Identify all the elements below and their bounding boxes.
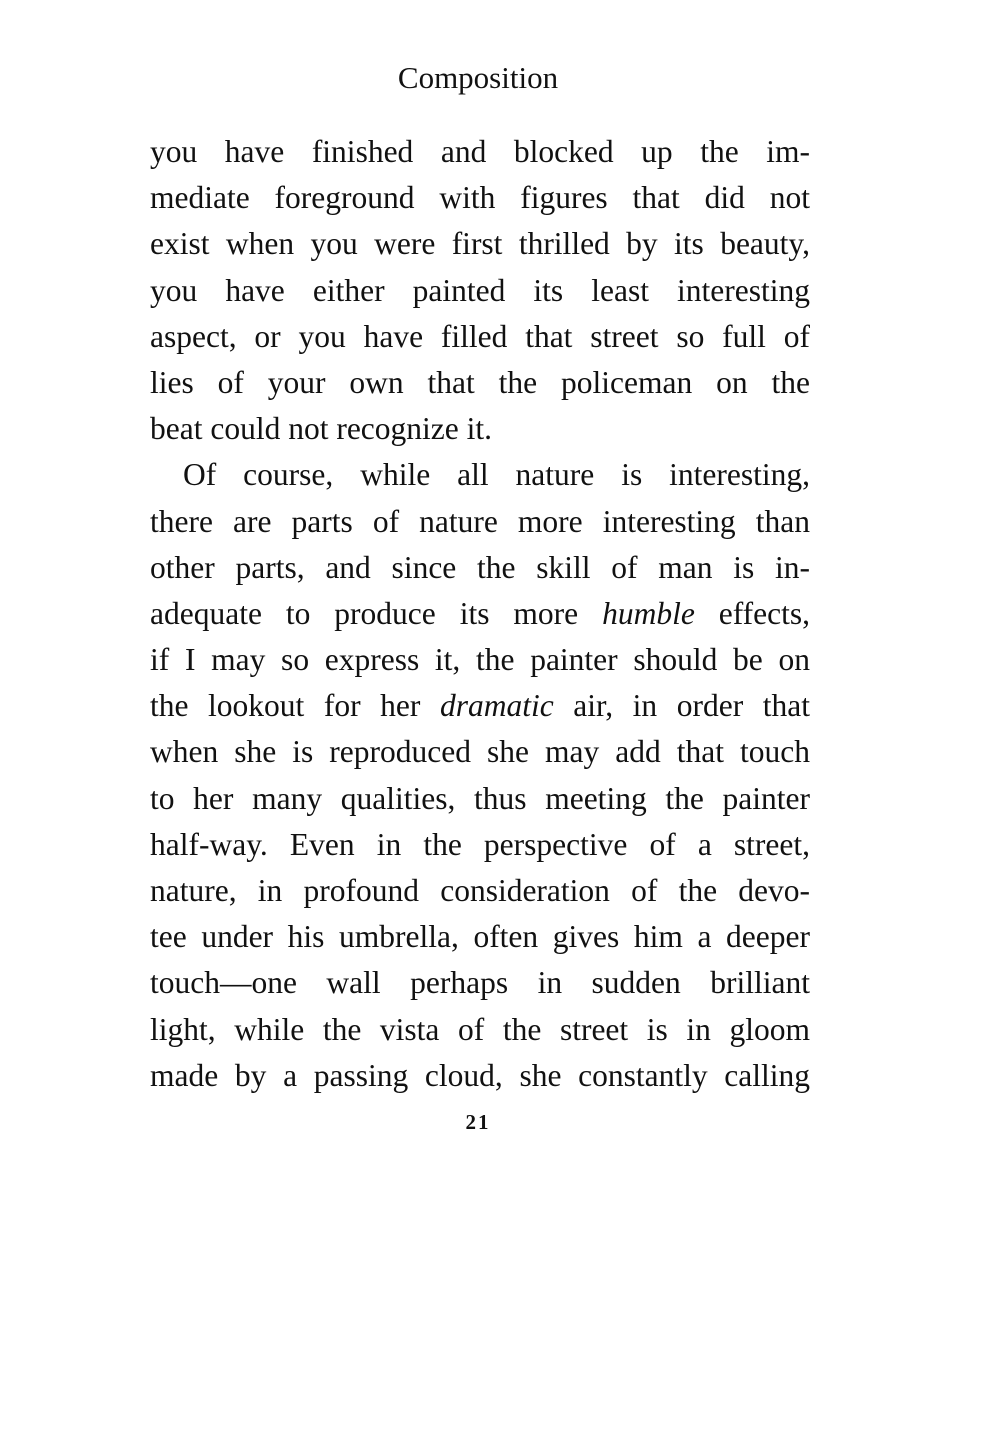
text-line: [150, 406, 810, 452]
text-segment: touch—one wall perhaps in sudden brilliant: [150, 965, 810, 1001]
text-line: [150, 729, 810, 775]
text-segment: nature, in profound consideration of the devo-: [150, 873, 810, 908]
text-segment: if I may so express it, the painter should be on: [150, 642, 810, 678]
text-segment: half-way. Even in the perspective of a street,: [150, 826, 810, 862]
text-segment: effects,: [694, 595, 810, 631]
text-segment: beat could not recognize it.: [150, 411, 492, 447]
italic-text: dramatic: [439, 688, 554, 724]
text-line: [150, 221, 810, 267]
text-segment: adequate to produce its more: [150, 595, 603, 631]
page-number: 21: [465, 1110, 491, 1134]
text-segment: the lookout for her: [150, 688, 440, 724]
text-segment: tee under his umbrella, often gives him a deeper: [150, 919, 810, 955]
text-line: [150, 129, 810, 175]
text-line: [150, 868, 810, 914]
text-segment: you have finished and blocked up the im-: [150, 134, 810, 169]
text-segment: you have either painted its least interesting: [150, 272, 810, 308]
running-head: Composition: [397, 60, 559, 95]
text-line: [150, 360, 810, 406]
text-line: [150, 499, 810, 545]
text-segment: Of course, while all nature is interesting,: [183, 457, 810, 493]
italic-text: humble: [602, 595, 695, 631]
text-segment: aspect, or you have filled that street so full of: [150, 318, 810, 354]
text-line: [150, 175, 810, 221]
text-line: [150, 545, 810, 591]
text-line: [150, 776, 810, 822]
text-line: [150, 822, 810, 868]
text-line: [150, 591, 810, 637]
text-segment: exist when you were first thrilled by its beauty,: [150, 226, 810, 262]
text-segment: other parts, and since the skill of man is in-: [150, 549, 810, 585]
text-segment: mediate foreground with figures that did not: [150, 180, 810, 216]
text-segment: when she is reproduced she may add that touch: [150, 734, 810, 770]
text-line: [150, 1053, 810, 1099]
text-line: [150, 452, 810, 498]
text-segment: to her many qualities, thus meeting the painter: [150, 780, 810, 816]
text-line: [150, 960, 810, 1006]
text-segment: light, while the vista of the street is in gloom: [150, 1011, 810, 1047]
text-segment: air, in order that: [553, 688, 810, 724]
text-segment: there are parts of nature more interesting than: [150, 503, 810, 539]
text-segment: lies of your own that the policeman on the: [150, 364, 810, 400]
text-line: [150, 1007, 810, 1053]
text-line: [150, 914, 810, 960]
text-line: [150, 683, 810, 729]
text-line: [150, 314, 810, 360]
text-line: [150, 268, 810, 314]
text-segment: made by a passing cloud, she constantly calling: [150, 1057, 810, 1093]
body-text: [150, 129, 810, 1099]
text-line: [150, 637, 810, 683]
